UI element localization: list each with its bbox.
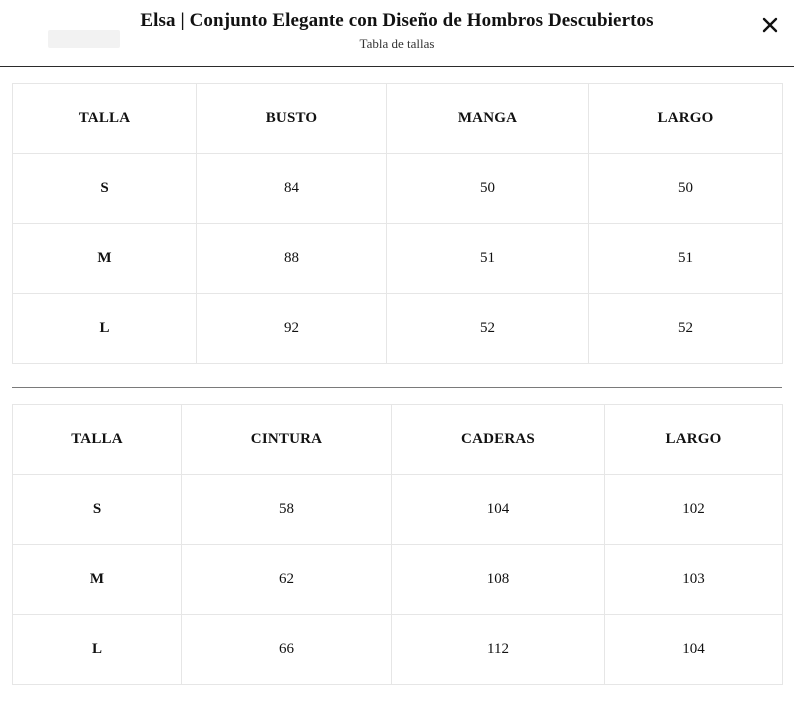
- header-talla: TALLA: [13, 84, 197, 154]
- header-caderas: CADERAS: [392, 405, 605, 475]
- value-cell: 112: [392, 615, 605, 685]
- value-cell: 104: [392, 475, 605, 545]
- header-largo: LARGO: [605, 405, 783, 475]
- size-chart-content: [12, 83, 782, 685]
- close-icon: [758, 13, 782, 37]
- value-cell: 58: [182, 475, 392, 545]
- size-cell: L: [13, 615, 182, 685]
- value-cell: 104: [605, 615, 783, 685]
- size-cell: M: [13, 224, 197, 294]
- table-header-row: [13, 84, 783, 154]
- size-cell: L: [13, 294, 197, 364]
- value-cell: 92: [197, 294, 387, 364]
- value-cell: 51: [387, 224, 589, 294]
- value-cell: 66: [182, 615, 392, 685]
- value-cell: 103: [605, 545, 783, 615]
- header-talla: TALLA: [13, 405, 182, 475]
- value-cell: 108: [392, 545, 605, 615]
- size-cell: S: [13, 475, 182, 545]
- value-cell: 51: [589, 224, 783, 294]
- value-cell: 52: [589, 294, 783, 364]
- bottom-size-table: [12, 404, 783, 685]
- table-row: [13, 154, 783, 224]
- header-largo: LARGO: [589, 84, 783, 154]
- table-row: [13, 224, 783, 294]
- table-row: [13, 294, 783, 364]
- value-cell: 52: [387, 294, 589, 364]
- table-header-row: [13, 405, 783, 475]
- modal-subtitle: Tabla de tallas: [359, 36, 435, 51]
- header-busto: BUSTO: [197, 84, 387, 154]
- table-row: [13, 615, 783, 685]
- table-divider: [12, 387, 782, 388]
- modal-title: Elsa | Conjunto Elegante con Diseño de Hombros Descubiertos: [140, 10, 654, 31]
- value-cell: 62: [182, 545, 392, 615]
- table-row: [13, 545, 783, 615]
- value-cell: 50: [589, 154, 783, 224]
- close-button[interactable]: [758, 13, 782, 37]
- size-cell: M: [13, 545, 182, 615]
- value-cell: 84: [197, 154, 387, 224]
- value-cell: 88: [197, 224, 387, 294]
- value-cell: 50: [387, 154, 589, 224]
- value-cell: 102: [605, 475, 783, 545]
- table-row: [13, 475, 783, 545]
- header-cintura: CINTURA: [182, 405, 392, 475]
- top-size-table: [12, 83, 783, 364]
- modal-header: [0, 0, 794, 67]
- header-manga: MANGA: [387, 84, 589, 154]
- size-cell: S: [13, 154, 197, 224]
